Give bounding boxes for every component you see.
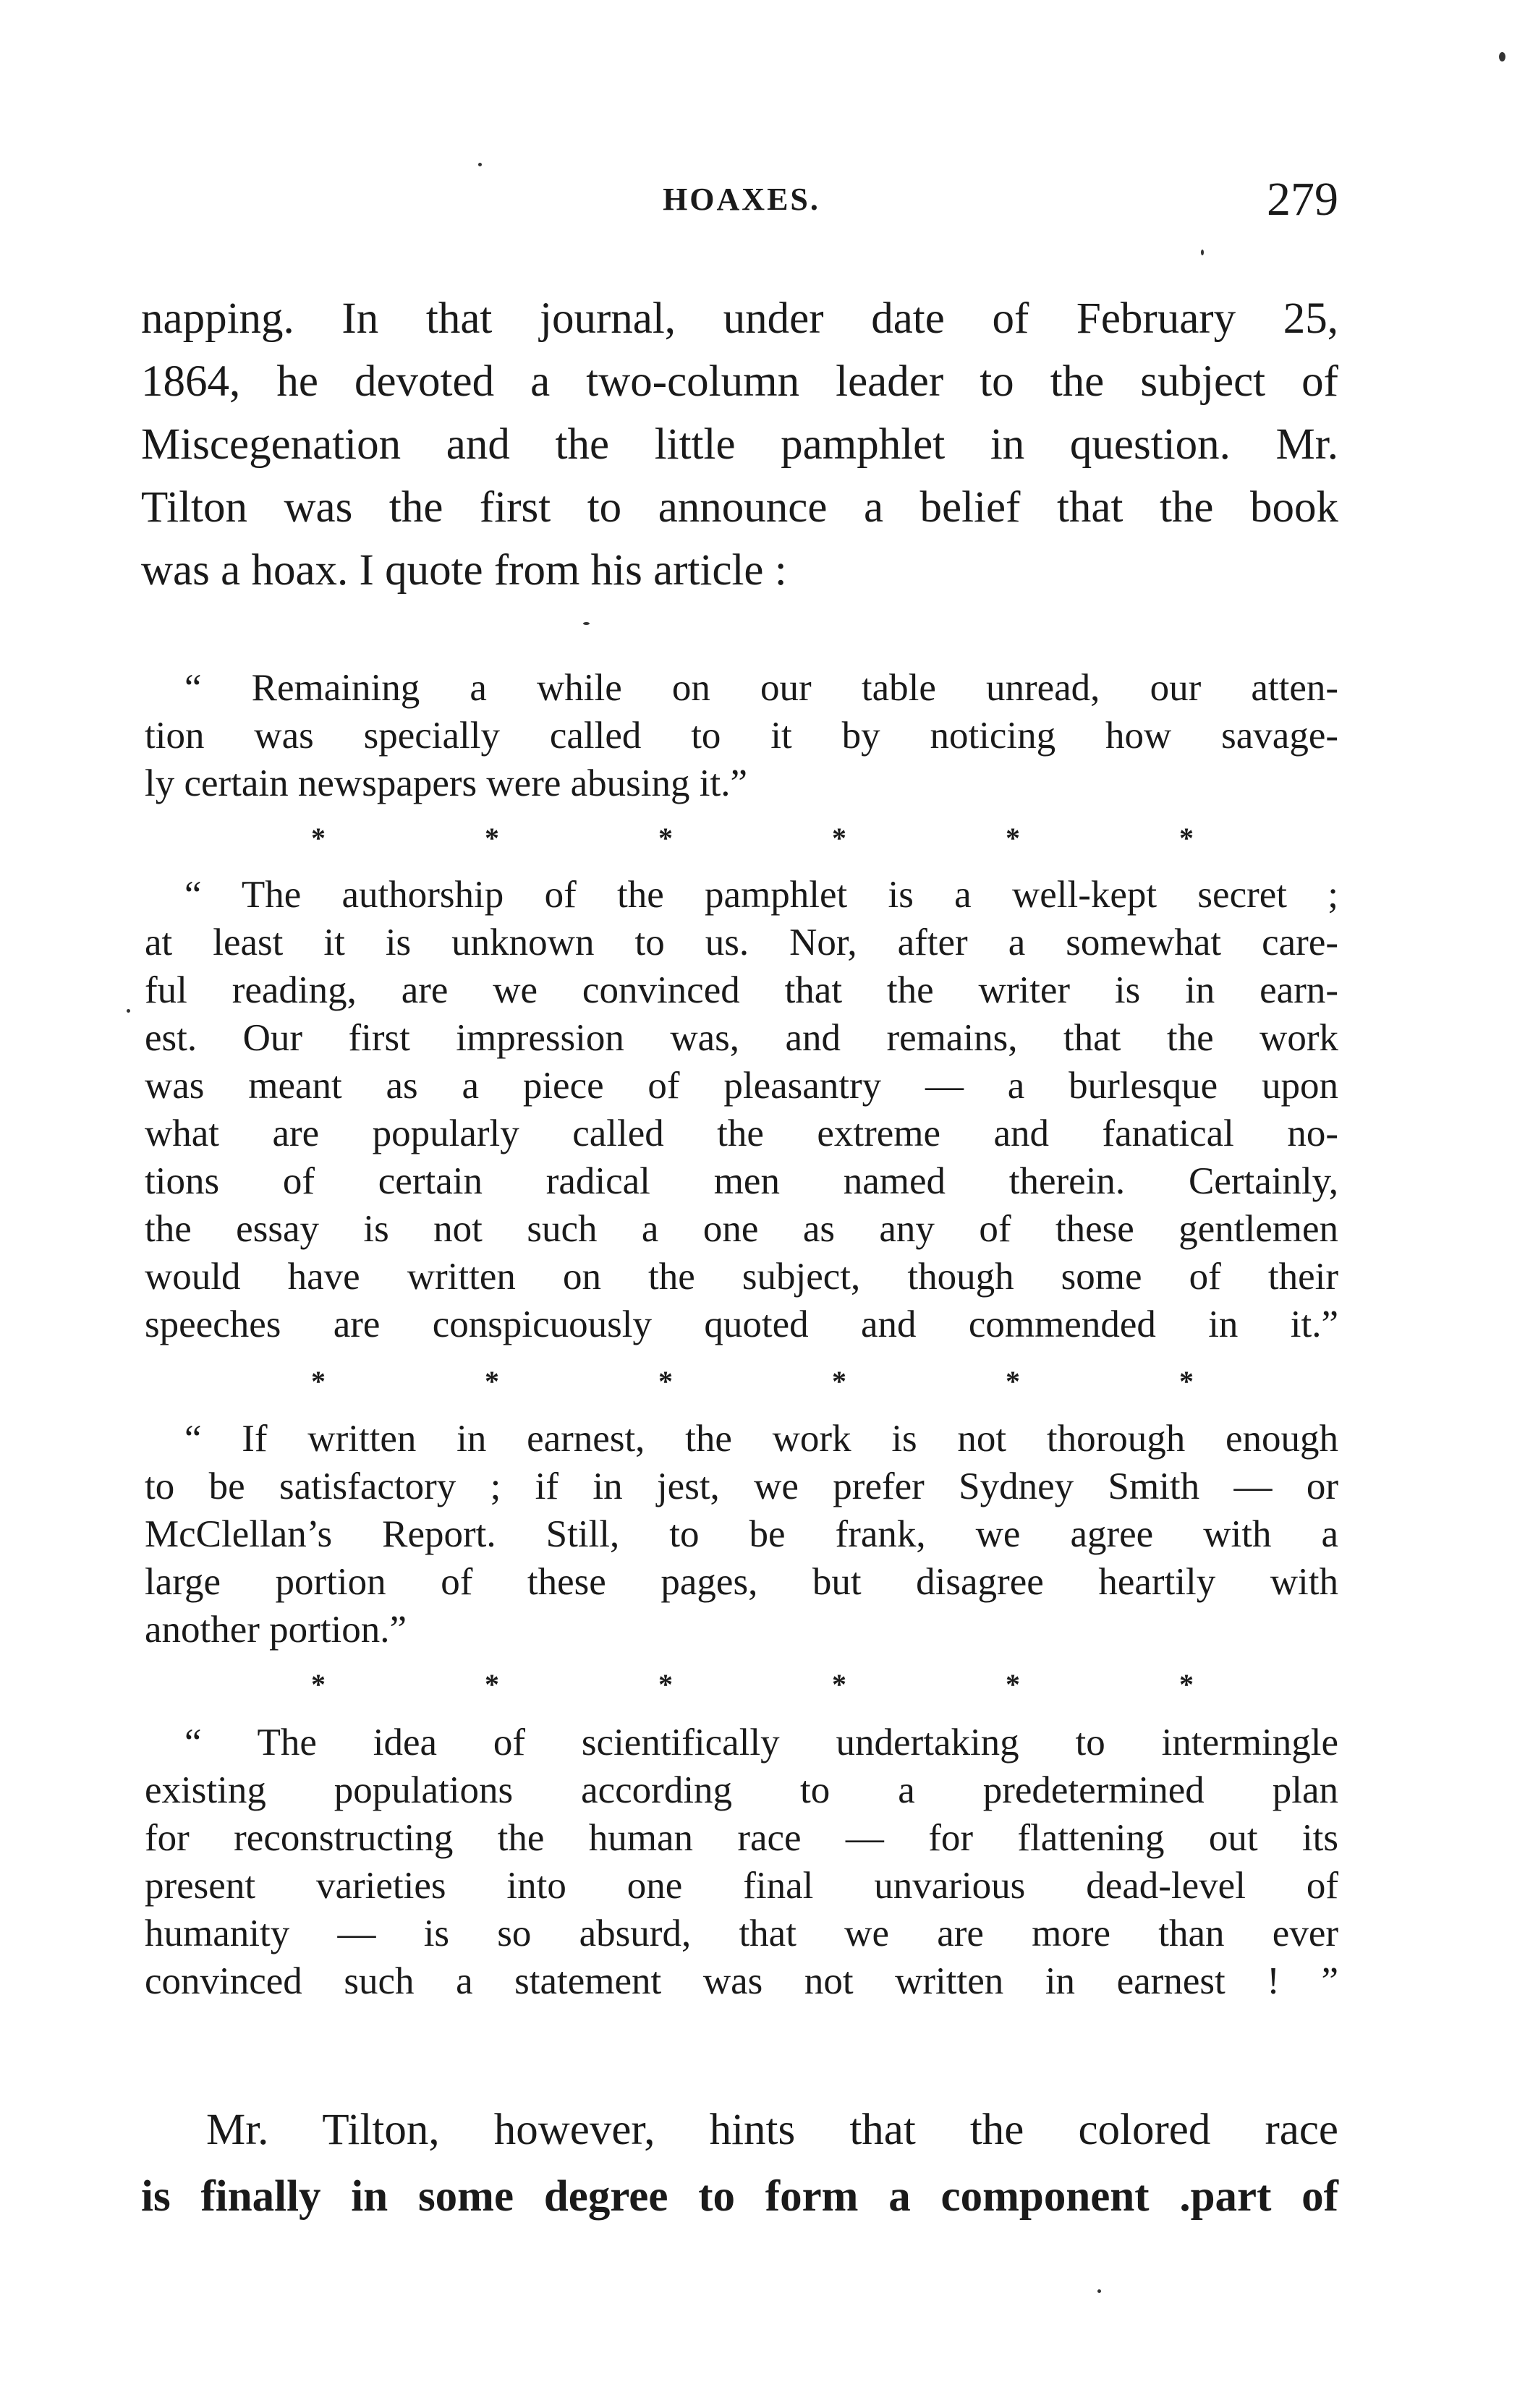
print-speck [1499, 52, 1505, 61]
star-ornament: * [1006, 822, 1020, 854]
star-ornament: * [1179, 822, 1194, 854]
star-ornament: * [1179, 1365, 1194, 1397]
star-ornament: * [658, 1668, 673, 1701]
section-break-stars [311, 1364, 1194, 1402]
star-ornament: * [1006, 1365, 1020, 1397]
print-speck [583, 622, 590, 625]
quote-line: existing populations according to a predetermined plan [145, 1769, 1338, 1811]
quote-line: another portion.” [145, 1609, 407, 1651]
star-ornament: * [1006, 1668, 1020, 1701]
quote-line: “ Remaining a while on our table unread, our atten- [184, 667, 1338, 709]
quote-line: would have written on the subject, though some of their [145, 1256, 1338, 1298]
star-ornament: * [658, 822, 673, 854]
quote-line: convinced such a statement was not written in earnest ! ” [145, 1960, 1338, 2002]
body-line: is finally in some degree to form a component .part of [141, 2172, 1338, 2221]
quote-line: “ The authorship of the pamphlet is a well-kept secret ; [184, 874, 1338, 916]
running-head: HOAXES. [663, 182, 820, 217]
star-ornament: * [658, 1365, 673, 1397]
quote-line: the essay is not such a one as any of these gentlemen [145, 1208, 1338, 1250]
print-speck [478, 163, 482, 166]
star-ornament: * [832, 822, 846, 854]
quote-line: was meant as a piece of pleasantry — a burlesque upon [145, 1065, 1338, 1107]
print-speck [1201, 250, 1204, 255]
quote-line: large portion of these pages, but disagree heartily with [145, 1561, 1338, 1603]
star-ornament: * [832, 1668, 846, 1701]
star-ornament: * [485, 1668, 499, 1701]
quote-line: humanity — is so absurd, that we are more than ever [145, 1913, 1338, 1954]
star-ornament: * [1179, 1668, 1194, 1701]
star-ornament: * [832, 1365, 846, 1397]
print-speck [127, 1009, 130, 1013]
quote-line: for reconstructing the human race — for flattening out its [145, 1817, 1338, 1859]
quote-line: tion was specially called to it by noticing how savage- [145, 715, 1338, 757]
body-line: Miscegenation and the little pamphlet in question. Mr. [141, 420, 1338, 469]
body-line: 1864, he devoted a two-column leader to the subject of [141, 357, 1338, 406]
star-ornament: * [311, 822, 326, 854]
star-ornament: * [485, 1365, 499, 1397]
section-break-stars [311, 821, 1194, 859]
body-line: Mr. Tilton, however, hints that the colored race [206, 2106, 1338, 2154]
star-ornament: * [311, 1668, 326, 1701]
quote-line: “ The idea of scientifically undertaking to intermingle [184, 1722, 1338, 1764]
page-header [145, 172, 1338, 237]
page-number: 279 [1267, 173, 1338, 226]
star-ornament: * [311, 1365, 326, 1397]
quote-line: “ If written in earnest, the work is not thorough enough [184, 1418, 1338, 1460]
quote-line: what are popularly called the extreme and fanatical no- [145, 1112, 1338, 1154]
body-line: Tilton was the first to announce a belief that the book [141, 483, 1338, 532]
quote-line: tions of certain radical men named therein. Certainly, [145, 1160, 1338, 1202]
quote-line: at least it is unknown to us. Nor, after a somewhat care- [145, 922, 1338, 963]
quote-line: McClellan’s Report. Still, to be frank, we agree with a [145, 1513, 1338, 1555]
quote-line: ful reading, are we convinced that the writer is in earn- [145, 969, 1338, 1011]
print-speck [1097, 2289, 1101, 2293]
quote-line: to be satisfactory ; if in jest, we prefer Sydney Smith — or [145, 1465, 1338, 1507]
body-line: napping. In that journal, under date of February 25, [141, 294, 1338, 343]
quote-line: ly certain newspapers were abusing it.” [145, 762, 747, 804]
body-line: was a hoax. I quote from his article : [141, 546, 787, 595]
star-ornament: * [485, 822, 499, 854]
quote-line: speeches are conspicuously quoted and commended in it.” [145, 1303, 1338, 1345]
section-break-stars [311, 1667, 1194, 1705]
quote-line: est. Our first impression was, and remains, that the work [145, 1017, 1338, 1059]
quote-line: present varieties into one final unvarious dead-level of [145, 1865, 1338, 1907]
